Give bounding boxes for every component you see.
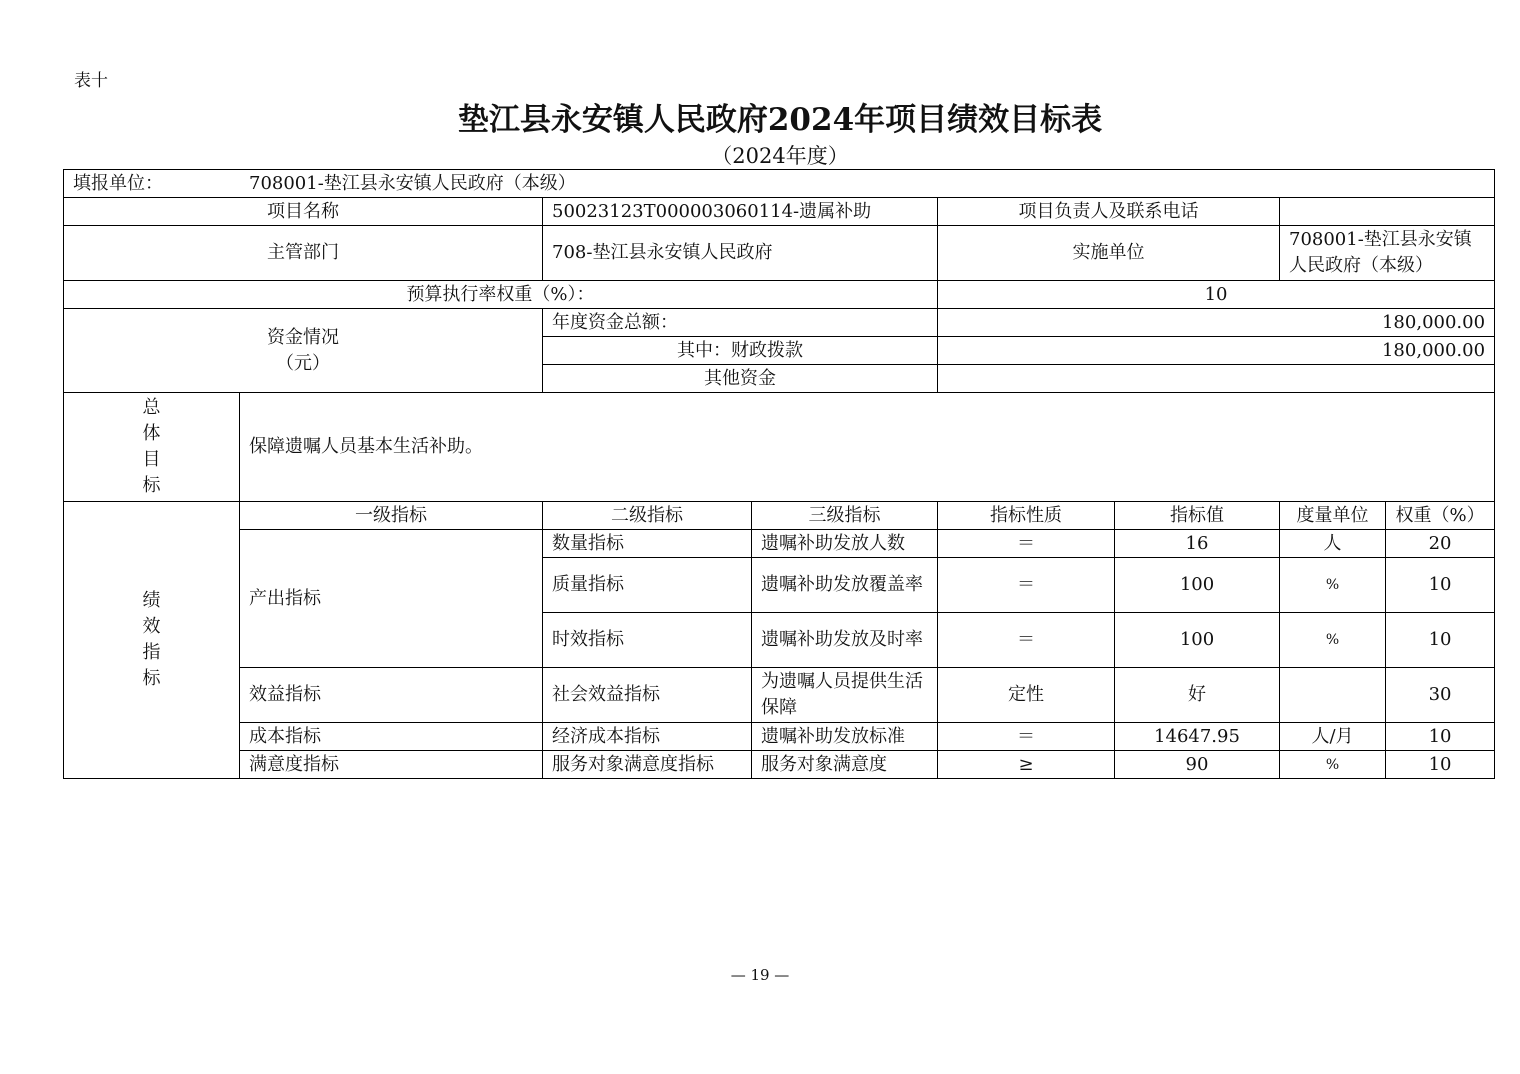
goal-label-char: 目 <box>142 449 161 470</box>
level2-cell: 社会效益指标 <box>543 668 752 723</box>
level2-cell: 经济成本指标 <box>543 723 752 751</box>
nature-cell: ＝ <box>938 613 1115 668</box>
implementing-unit-label: 实施单位 <box>938 226 1280 281</box>
nature-cell: ＝ <box>938 723 1115 751</box>
budget-rate-value: 10 <box>938 281 1495 309</box>
overall-goal-text: 保障遗嘱人员基本生活补助。 <box>240 393 1495 502</box>
level2-cell: 质量指标 <box>543 558 752 613</box>
fill-unit-label: 填报单位： <box>73 172 163 194</box>
table-row <box>64 751 1495 779</box>
header-level1: 一级指标 <box>240 502 543 530</box>
value-cell: 100 <box>1115 613 1280 668</box>
funds-total-row <box>64 309 1495 337</box>
level3-cell: 遗嘱补助发放标准 <box>752 723 938 751</box>
document-title: 垫江县永安镇人民政府2024年项目绩效目标表 <box>457 102 1103 138</box>
level1-cell: 满意度指标 <box>240 751 543 779</box>
implementing-unit-value: 708001-垫江县永安镇人民政府（本级） <box>1280 226 1495 281</box>
funds-label-cell <box>64 309 543 393</box>
goal-label-char: 体 <box>142 423 161 444</box>
unit-cell <box>1280 668 1386 723</box>
indicator-header-row <box>64 502 1495 530</box>
header-level2: 二级指标 <box>543 502 752 530</box>
header-level3: 三级指标 <box>752 502 938 530</box>
level1-cell: 成本指标 <box>240 723 543 751</box>
budget-rate-label: 预算执行率权重（%）： <box>64 281 938 309</box>
document-subtitle: （2024年度） <box>711 144 849 168</box>
nature-cell: 定性 <box>938 668 1115 723</box>
nature-cell: ＝ <box>938 558 1115 613</box>
performance-target-table <box>63 169 1495 779</box>
other-funds-label: 其他资金 <box>543 365 938 393</box>
unit-cell: % <box>1280 558 1386 613</box>
fiscal-allocation-label: 其中：财政拨款 <box>543 337 938 365</box>
header-weight: 权重（%） <box>1386 502 1495 530</box>
overall-goal-row <box>64 393 1495 502</box>
perf-label-char: 绩 <box>142 590 161 611</box>
goal-label-char: 标 <box>142 475 161 496</box>
fill-unit-cell <box>64 170 1495 198</box>
weight-cell: 20 <box>1386 530 1495 558</box>
header-nature: 指标性质 <box>938 502 1115 530</box>
value-cell: 100 <box>1115 558 1280 613</box>
department-row <box>64 226 1495 281</box>
fiscal-allocation-value: 180,000.00 <box>938 337 1495 365</box>
project-name-row <box>64 198 1495 226</box>
weight-cell: 10 <box>1386 558 1495 613</box>
unit-cell: 人 <box>1280 530 1386 558</box>
department-label: 主管部门 <box>64 226 543 281</box>
level2-cell: 时效指标 <box>543 613 752 668</box>
project-name-label: 项目名称 <box>64 198 543 226</box>
weight-cell: 10 <box>1386 613 1495 668</box>
level3-cell: 服务对象满意度 <box>752 751 938 779</box>
level3-cell: 遗嘱补助发放人数 <box>752 530 938 558</box>
level3-cell: 为遗嘱人员提供生活保障 <box>752 668 938 723</box>
weight-cell: 30 <box>1386 668 1495 723</box>
table-row <box>64 723 1495 751</box>
level1-cell: 产出指标 <box>240 530 543 668</box>
overall-goal-label <box>64 393 240 502</box>
annual-total-value: 180,000.00 <box>938 309 1495 337</box>
level3-cell: 遗嘱补助发放及时率 <box>752 613 938 668</box>
annual-total-label: 年度资金总额： <box>543 309 938 337</box>
level1-cell: 效益指标 <box>240 668 543 723</box>
perf-label-char: 标 <box>142 668 161 689</box>
table-row <box>64 530 1495 558</box>
contact-label: 项目负责人及联系电话 <box>938 198 1280 226</box>
level3-cell: 遗嘱补助发放覆盖率 <box>752 558 938 613</box>
value-cell: 好 <box>1115 668 1280 723</box>
unit-cell: % <box>1280 751 1386 779</box>
perf-label-char: 指 <box>142 642 161 663</box>
project-name-value: 50023123T000003060114-遗属补助 <box>543 198 938 226</box>
fill-unit-value: 708001-垫江县永安镇人民政府（本级） <box>249 172 576 194</box>
weight-cell: 10 <box>1386 751 1495 779</box>
weight-cell: 10 <box>1386 723 1495 751</box>
value-cell: 90 <box>1115 751 1280 779</box>
nature-cell: ＝ <box>938 530 1115 558</box>
unit-cell: % <box>1280 613 1386 668</box>
value-cell: 16 <box>1115 530 1280 558</box>
other-funds-value <box>938 365 1495 393</box>
goal-label-char: 总 <box>142 397 161 418</box>
value-cell: 14647.95 <box>1115 723 1280 751</box>
page-number: — 19 — <box>730 966 790 984</box>
funds-unit-label: （元） <box>276 352 330 374</box>
nature-cell: ≥ <box>938 751 1115 779</box>
funds-label: 资金情况 <box>267 326 339 348</box>
performance-indicator-label <box>64 502 240 779</box>
table-row <box>64 668 1495 723</box>
fill-unit-row <box>64 170 1495 198</box>
table-number-label: 表十 <box>74 71 108 91</box>
header-value: 指标值 <box>1115 502 1280 530</box>
budget-rate-row <box>64 281 1495 309</box>
contact-value <box>1280 198 1495 226</box>
unit-cell: 人/月 <box>1280 723 1386 751</box>
level2-cell: 数量指标 <box>543 530 752 558</box>
department-value: 708-垫江县永安镇人民政府 <box>543 226 938 281</box>
level2-cell: 服务对象满意度指标 <box>543 751 752 779</box>
header-unit: 度量单位 <box>1280 502 1386 530</box>
perf-label-char: 效 <box>142 616 161 637</box>
